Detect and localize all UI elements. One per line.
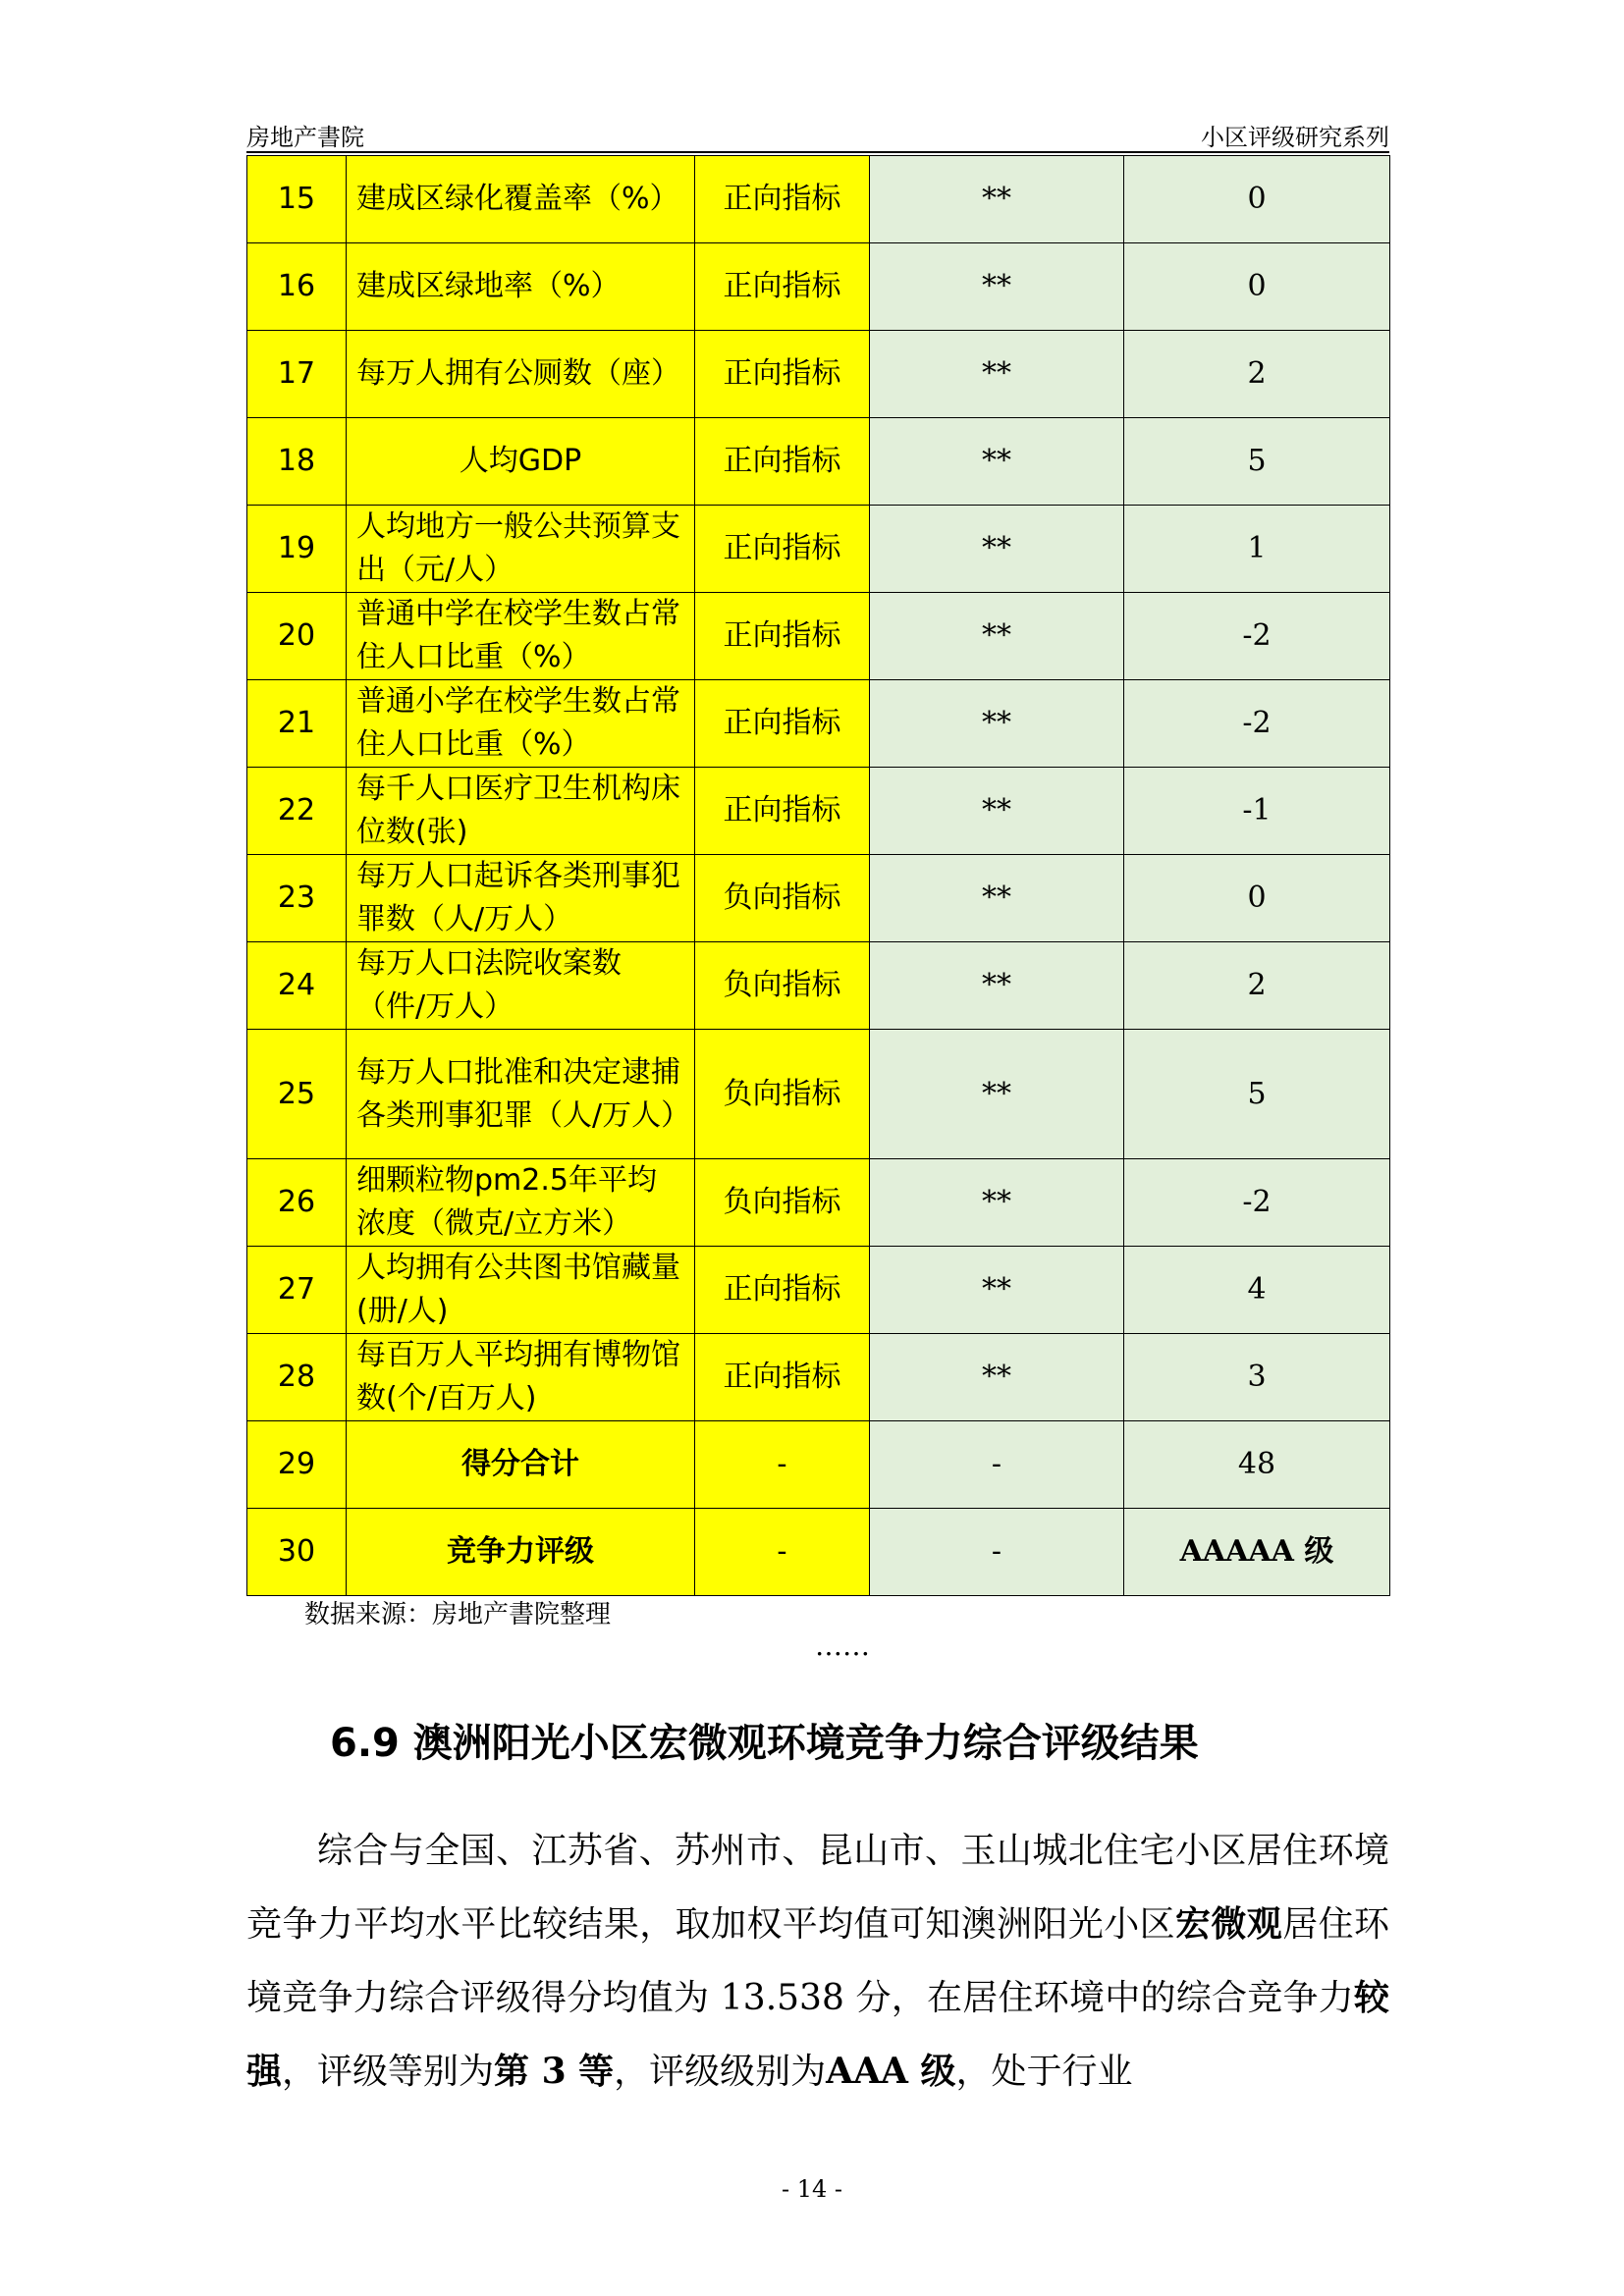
indicator-type: 负向指标	[695, 1030, 870, 1159]
header-right-text: 小区评级研究系列	[1201, 124, 1389, 151]
row-number: 23	[247, 855, 347, 942]
indicator-name: 普通中学在校学生数占常住人口比重（%）	[347, 593, 695, 680]
indicator-mark: **	[870, 593, 1124, 680]
indicator-mark: **	[870, 1030, 1124, 1159]
paragraph-emphasis: 较强	[246, 1977, 1389, 2092]
row-number: 15	[247, 156, 347, 243]
indicator-mark: **	[870, 418, 1124, 506]
paragraph-text: 居住环境竞争力综合评级得分均值为 13.538 分，在居住环境中的综合竞争力	[246, 1904, 1389, 2018]
indicator-name: 每百万人平均拥有博物馆数(个/百万人)	[347, 1334, 695, 1421]
row-number: 19	[247, 506, 347, 593]
indicator-type: 正向指标	[695, 593, 870, 680]
indicator-score: -1	[1124, 768, 1390, 855]
row-number: 26	[247, 1159, 347, 1247]
indicator-score: 0	[1124, 156, 1390, 243]
indicator-score: -2	[1124, 1159, 1390, 1247]
indicator-type: -	[695, 1421, 870, 1509]
row-number: 18	[247, 418, 347, 506]
body-paragraph	[246, 1814, 1389, 2109]
table-row	[247, 768, 1390, 855]
row-number: 24	[247, 942, 347, 1030]
indicator-score: 2	[1124, 331, 1390, 418]
paragraph-text: ，评级级别为	[614, 2052, 827, 2092]
paragraph-text: ，评级等别为	[282, 2052, 495, 2092]
indicator-type: 正向指标	[695, 243, 870, 331]
table-row	[247, 1334, 1390, 1421]
indicator-score: -2	[1124, 680, 1390, 768]
paragraph-emphasis: 宏微观	[1175, 1903, 1283, 1945]
indicator-type: -	[695, 1509, 870, 1596]
indicator-type: 正向指标	[695, 1247, 870, 1334]
indicator-type: 正向指标	[695, 768, 870, 855]
indicator-name: 普通小学在校学生数占常住人口比重（%）	[347, 680, 695, 768]
indicator-mark: **	[870, 331, 1124, 418]
table-row	[247, 418, 1390, 506]
table-row	[247, 331, 1390, 418]
indicator-type: 正向指标	[695, 156, 870, 243]
table-row	[247, 1421, 1390, 1509]
header-left-text: 房地产書院	[246, 124, 364, 151]
table-row	[247, 156, 1390, 243]
indicator-mark: **	[870, 942, 1124, 1030]
row-number: 20	[247, 593, 347, 680]
indicator-name: 人均拥有公共图书馆藏量(册/人)	[347, 1247, 695, 1334]
indicator-name: 每万人口批准和决定逮捕各类刑事犯罪（人/万人）	[347, 1030, 695, 1159]
indicator-score: AAAAA 级	[1124, 1509, 1390, 1596]
indicator-table	[246, 155, 1390, 1596]
indicator-name: 人均地方一般公共预算支出（元/人）	[347, 506, 695, 593]
indicator-score: 1	[1124, 506, 1390, 593]
indicator-mark: -	[870, 1421, 1124, 1509]
indicator-mark: **	[870, 243, 1124, 331]
row-number: 21	[247, 680, 347, 768]
indicator-score: 48	[1124, 1421, 1390, 1509]
indicator-mark: **	[870, 855, 1124, 942]
indicator-type: 正向指标	[695, 418, 870, 506]
indicator-name: 细颗粒物pm2.5年平均浓度（微克/立方米）	[347, 1159, 695, 1247]
indicator-score: -2	[1124, 593, 1390, 680]
indicator-type: 负向指标	[695, 942, 870, 1030]
indicator-name: 建成区绿化覆盖率（%）	[347, 156, 695, 243]
indicator-mark: **	[870, 680, 1124, 768]
table-row	[247, 593, 1390, 680]
indicator-type: 正向指标	[695, 680, 870, 768]
indicator-score: 5	[1124, 418, 1390, 506]
indicator-name: 每万人拥有公厕数（座）	[347, 331, 695, 418]
data-source-note: 数据来源：房地产書院整理	[304, 1600, 612, 1629]
indicator-name: 人均GDP	[347, 418, 695, 506]
indicator-mark: **	[870, 506, 1124, 593]
indicator-type: 负向指标	[695, 855, 870, 942]
page-header	[246, 114, 1389, 153]
table-row	[247, 680, 1390, 768]
indicator-name: 每万人口起诉各类刑事犯罪数（人/万人）	[347, 855, 695, 942]
paragraph-emphasis: AAA 级	[826, 2051, 956, 2092]
row-number: 25	[247, 1030, 347, 1159]
table-row	[247, 243, 1390, 331]
row-number: 29	[247, 1421, 347, 1509]
table-row	[247, 1159, 1390, 1247]
table-row	[247, 1509, 1390, 1596]
indicator-score: 3	[1124, 1334, 1390, 1421]
table-row	[247, 1030, 1390, 1159]
row-number: 30	[247, 1509, 347, 1596]
indicator-score: 4	[1124, 1247, 1390, 1334]
indicator-mark: **	[870, 1159, 1124, 1247]
indicator-name: 每千人口医疗卫生机构床位数(张)	[347, 768, 695, 855]
indicator-score: 0	[1124, 855, 1390, 942]
indicator-mark: -	[870, 1509, 1124, 1596]
indicator-score: 2	[1124, 942, 1390, 1030]
paragraph-emphasis: 第 3 等	[494, 2051, 615, 2092]
row-number: 28	[247, 1334, 347, 1421]
indicator-name: 得分合计	[347, 1421, 695, 1509]
indicator-name: 建成区绿地率（%）	[347, 243, 695, 331]
row-number: 22	[247, 768, 347, 855]
row-number: 27	[247, 1247, 347, 1334]
indicator-type: 正向指标	[695, 1334, 870, 1421]
table-row	[247, 855, 1390, 942]
row-number: 17	[247, 331, 347, 418]
section-title: 6.9 澳洲阳光小区宏微观环境竞争力综合评级结果	[330, 1721, 1199, 1766]
table-row	[247, 942, 1390, 1030]
row-number: 16	[247, 243, 347, 331]
indicator-mark: **	[870, 1334, 1124, 1421]
indicator-mark: **	[870, 768, 1124, 855]
indicator-name: 每万人口法院收案数（件/万人）	[347, 942, 695, 1030]
indicator-mark: **	[870, 1247, 1124, 1334]
indicator-score: 5	[1124, 1030, 1390, 1159]
indicator-type: 正向指标	[695, 331, 870, 418]
page-number: - 14 -	[781, 2175, 842, 2203]
table-row	[247, 506, 1390, 593]
ellipsis: ……	[815, 1629, 870, 1662]
indicator-score: 0	[1124, 243, 1390, 331]
paragraph-text: 综合与全国、江苏省、苏州市、昆山市、玉山城北住宅小区居住环境竞争力平均水平比较结果，取加权平均值可知澳洲阳光小区	[246, 1831, 1389, 1945]
indicator-name: 竞争力评级	[347, 1509, 695, 1596]
table-row	[247, 1247, 1390, 1334]
paragraph-text: ，处于行业	[955, 2052, 1133, 2092]
indicator-type: 负向指标	[695, 1159, 870, 1247]
indicator-mark: **	[870, 156, 1124, 243]
indicator-type: 正向指标	[695, 506, 870, 593]
